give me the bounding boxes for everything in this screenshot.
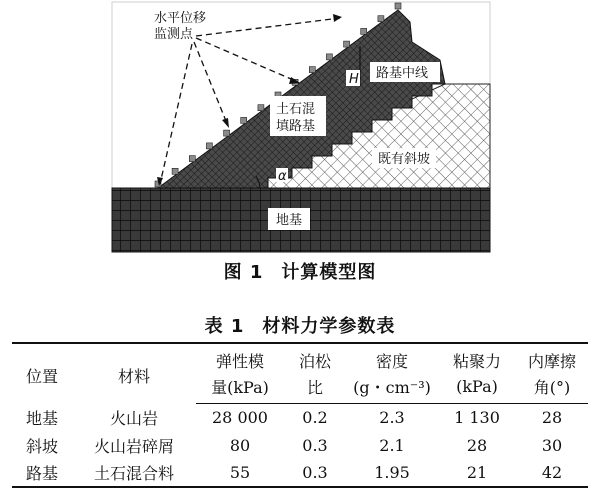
material-parameter-table bbox=[12, 342, 588, 488]
cell-friction-angle: 28 bbox=[541, 407, 563, 427]
header-elastic-modulus: 弹性模 bbox=[196, 343, 284, 373]
table-caption bbox=[0, 312, 600, 338]
cell-density: 2.3 bbox=[379, 407, 405, 427]
monitoring-point-marker bbox=[378, 16, 384, 22]
foundation-label: 地基 bbox=[276, 213, 303, 228]
cell-density: 1.95 bbox=[346, 459, 438, 487]
cell-material: 火山岩碎屑 bbox=[93, 436, 174, 456]
header-cohesion: 粘聚力 bbox=[438, 343, 516, 373]
cell-density: 2.1 bbox=[379, 435, 405, 455]
header-friction-angle-unit: 角(°) bbox=[516, 373, 588, 403]
monitoring-point-marker bbox=[241, 117, 247, 123]
header-position: 位置 bbox=[12, 343, 72, 403]
table-row bbox=[12, 431, 588, 459]
cell-material: 土石混合料 bbox=[72, 459, 196, 487]
fill-label-line1: 土石混 bbox=[276, 102, 316, 117]
table-header-row-top bbox=[12, 343, 588, 373]
header-cohesion-unit: (kPa) bbox=[438, 373, 516, 403]
header-density: 密度 bbox=[346, 343, 438, 373]
cell-cohesion: 28 bbox=[466, 435, 488, 455]
monitoring-point-marker bbox=[224, 130, 230, 136]
monitoring-point-marker bbox=[395, 3, 401, 9]
fill-label-line2: 填路基 bbox=[276, 119, 316, 134]
monitoring-point-marker bbox=[189, 156, 195, 162]
monitoring-point-marker bbox=[361, 28, 367, 34]
table-caption-title: 材料力学参数表 bbox=[262, 316, 396, 337]
monitoring-point-marker bbox=[326, 54, 332, 60]
table-caption-number: 表 1 bbox=[204, 316, 245, 337]
figure-caption bbox=[0, 258, 600, 284]
cell-cohesion: 21 bbox=[438, 459, 516, 487]
figure-caption-number: 图 1 bbox=[223, 262, 264, 283]
cell-elastic-modulus: 55 bbox=[196, 459, 284, 487]
cell-elastic-modulus: 28 000 bbox=[212, 407, 268, 427]
cell-material: 火山岩 bbox=[109, 408, 158, 428]
alpha-label: α bbox=[278, 169, 287, 184]
cell-poisson: 0.3 bbox=[302, 435, 328, 455]
monitor-label-line1: 水平位移 bbox=[154, 11, 207, 26]
table-row bbox=[12, 403, 588, 431]
table-row bbox=[12, 459, 588, 487]
monitoring-point-marker bbox=[206, 143, 212, 149]
monitor-label-line2: 监测点 bbox=[154, 27, 194, 42]
monitoring-point-marker bbox=[344, 41, 350, 47]
header-poisson: 泊松 bbox=[284, 343, 346, 373]
monitoring-point-marker bbox=[309, 67, 315, 73]
header-friction-angle: 内摩擦 bbox=[516, 343, 588, 373]
figure-caption-title: 计算模型图 bbox=[281, 262, 377, 283]
header-material: 材料 bbox=[72, 343, 196, 403]
cell-poisson: 0.2 bbox=[302, 407, 328, 427]
cell-cohesion: 1 130 bbox=[454, 407, 500, 427]
cell-friction-angle: 42 bbox=[516, 459, 588, 487]
cell-elastic-modulus: 80 bbox=[229, 435, 251, 455]
cell-position: 路基 bbox=[12, 459, 72, 487]
cell-position: 斜坡 bbox=[25, 436, 58, 456]
centerline-label: 路基中线 bbox=[376, 66, 429, 81]
h-label: H bbox=[349, 72, 359, 87]
header-density-unit: (g・cm⁻³) bbox=[346, 373, 438, 403]
cell-poisson: 0.3 bbox=[284, 459, 346, 487]
cell-friction-angle: 30 bbox=[541, 435, 563, 455]
monitoring-point-marker bbox=[258, 105, 264, 111]
monitoring-point-marker bbox=[172, 168, 178, 174]
header-poisson-unit: 比 bbox=[284, 373, 346, 403]
slope-label: 既有斜坡 bbox=[378, 152, 431, 167]
header-elastic-modulus-unit: 量(kPa) bbox=[196, 373, 284, 403]
cell-position: 地基 bbox=[25, 408, 58, 428]
